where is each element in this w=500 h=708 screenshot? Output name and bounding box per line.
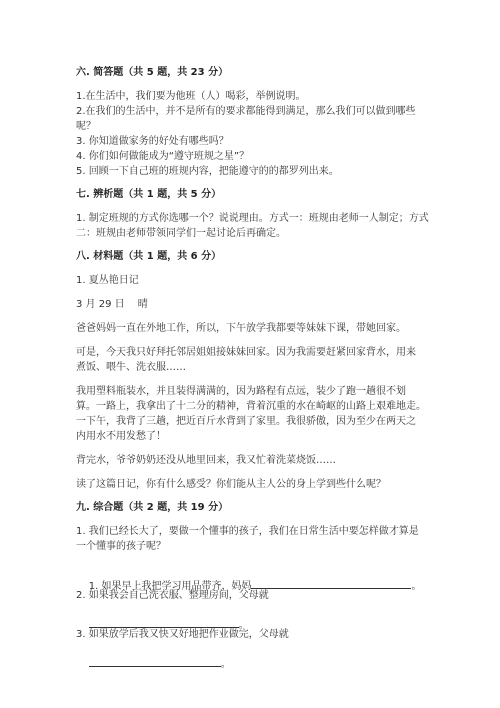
question-text: 二：班规由老师带领同学们一起讨论后再确定。 — [76, 228, 286, 239]
diary-paragraph: 煮饭、喂牛、洗衣服…… — [76, 362, 186, 373]
question-text: 一个懂事的孩子呢？ — [76, 541, 166, 552]
section-title-analysis: 七. 辨析题（共 1 题，共 5 分） — [76, 189, 222, 200]
section-title-comprehensive: 九. 综合题（共 2 题，共 19 分） — [76, 502, 229, 513]
fill-in-end: 。 — [238, 620, 249, 631]
diary-paragraph: 背完水，爷爷奶奶还没从地里回来，我又忙着洗菜烧饭…… — [76, 455, 336, 466]
diary-paragraph: 我用塑料瓶装水，并且装得满满的，因为路程有点远，装少了跑一趟很不划 — [76, 386, 406, 397]
diary-date: 3 月 29 日 晴 — [76, 299, 148, 310]
diary-title: 1. 夏丛艳日记 — [76, 275, 139, 286]
fill-in-end: 。 — [411, 581, 422, 592]
question-text: 读了这篇日记，你有什么感受？你们能从主人公的身上学到些什么呢？ — [76, 479, 386, 490]
question-text: 5. 回顾一下自己班的班规内容，把能遵守的的都罗列出来。 — [76, 166, 339, 177]
answer-blank[interactable] — [89, 617, 239, 628]
question-text: 1. 制定班规的方式你选哪一个？说说理由。方式一：班规由老师一人制定；方式 — [76, 213, 429, 224]
diary-paragraph: 内用水不用发愁了！ — [76, 431, 166, 442]
section-title-material: 八. 材料题（共 1 题，共 6 分） — [76, 251, 222, 262]
diary-paragraph: 一下午，我背了三趟，把近百斤水背到了家里。我很骄傲，因为至少在两天之 — [76, 416, 416, 427]
question-text: 1.在生活中，我们要为他班（人）喝彩，举例说明。 — [76, 91, 306, 102]
section-title-short-answer: 六. 简答题（共 5 题，共 23 分） — [76, 67, 229, 78]
answer-blank[interactable] — [89, 656, 221, 667]
diary-paragraph: 可是，今天我只好拜托邻居姐姐接妹妹回家。因为我需要赶紧回家背水，用来 — [76, 347, 416, 358]
answer-blank[interactable] — [251, 578, 411, 589]
question-text: 呢？ — [76, 121, 96, 132]
question-text: 3. 你知道做家务的好处有哪些吗？ — [76, 136, 229, 147]
fill-in-end: 。 — [220, 659, 231, 670]
question-text: 1. 我们已经长大了，要做一个懂事的孩子，我们在日常生活中要怎样做才算是 — [76, 526, 419, 537]
diary-paragraph: 算。一路上，我拿出了十二分的精神，背着沉重的水在崎岖的山路上艰难地走。 — [76, 401, 426, 412]
fill-in-item-2-prompt: 2. 如果我会自己洗衣服、整理房间，父母就 — [76, 590, 269, 601]
fill-in-item-3-line — [76, 643, 231, 684]
question-text: 2.在我们的生活中，并不是所有的要求都能得到满足，那么我们可以做到哪些 — [76, 106, 416, 117]
fill-in-prompt: 1. 如果早上我把学习用品带齐，妈妈 — [88, 581, 252, 592]
diary-paragraph: 爸爸妈妈一直在外地工作，所以，下午放学我都要等妹妹下课，带她回家。 — [76, 323, 406, 334]
fill-in-item-3-prompt: 3. 如果放学后我又快又好地把作业做完，父母就 — [76, 629, 289, 640]
question-text: 4. 你们如何做能成为“遵守班规之星”？ — [76, 151, 250, 162]
